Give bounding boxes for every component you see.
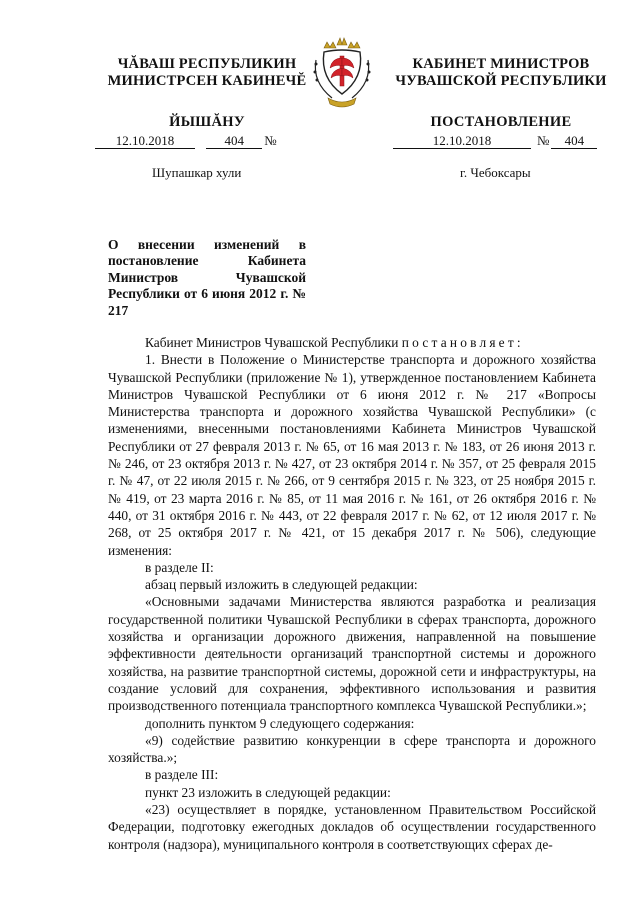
body-paragraph: «Основными задачами Министерства являются разработка и реализация государственной политики Чувашской Республики в сферах транспорта, дорожного хозяйства и организации дорожного движения, направленной на повышение эффективности деятельности организаций транспортной системы и дорожного хозяйства, на развитие транспортной системы, дорожной сети и инфраструктуры, на создание условий для сохранения, эффективного использования и развития производственного потенциала транспортного комплекса Чувашской Республики.»; — [108, 594, 596, 714]
body-paragraph: в разделе II: — [145, 559, 214, 575]
doc-number-right — [393, 133, 615, 149]
body-paragraph: абзац первый изложить в следующей редакции: — [145, 577, 418, 593]
place-russian: г. Чебоксары — [460, 165, 531, 180]
body-paragraph: 1. Внести в Положение о Министерстве транспорта и дорожного хозяйства Чувашской Республики (приложение № 1), утвержденное постановлением Кабинета Министров Чувашской Республики от 6 июня 2012 г. № 217 «Вопросы Министерства транспорта и дорожного хозяйства Чувашской Республики» (с изменениями, внесенными постановлениями Кабинета Министров Чувашской Республики от 27 февраля 2013 г. № 65, от 16 мая 2013 г. № 183, от 26 июня 2013 г. № 246, от 23 октября 2013 г. № 427, от 23 октября 2014 г. № 357, от 25 февраля 2015 г. № 47, от 22 июля 2015 г. № 266, от 9 сентября 2015 г. № 323, от 25 ноября 2015 г. № 419, от 23 марта 2016 г. № 85, от 11 мая 2016 г. № 161, от 26 октября 2016 г. № 440, от 31 октября 2016 г. № 443, от 22 февраля 2017 г. № 62, от 12 июля 2017 г. № 268, от 25 октября 2017 г. № 421, от 15 декабря 2017 г. № 506), следующие изменения: — [108, 352, 596, 558]
doc-date-right: 12.10.2018 — [393, 134, 531, 149]
body-paragraph: «9) содействие развитию конкуренции в сфере транспорта и дорожного хозяйства.»; — [108, 732, 596, 766]
org-name-chuvash-line2: МИНИСТРСЕН КАБИНЕЧĔ — [107, 73, 307, 89]
doc-number-value-right: 404 — [551, 134, 597, 149]
document-title: О внесении изменений в постановление Кабинета Министров Чувашской Республики от 6 июня 2012 г. № 217 — [108, 237, 306, 318]
doc-number-left — [95, 133, 335, 149]
intro-paragraph — [108, 334, 596, 351]
document-body — [108, 334, 596, 853]
org-name-russian-line2: ЧУВАШСКОЙ РЕСПУБЛИКИ — [395, 73, 607, 89]
body-paragraph: пункт 23 изложить в следующей редакции: — [145, 784, 391, 800]
doc-type-chuvash: ЙЫШĂНУ — [169, 114, 245, 130]
chuvash-coat-of-arms-icon — [302, 34, 382, 114]
header-left — [92, 56, 322, 131]
intro-text: Кабинет Министров Чувашской Республики — [145, 335, 399, 350]
doc-date-left: 12.10.2018 — [95, 134, 195, 149]
intro-verb: постановляет: — [401, 335, 524, 350]
doc-type-russian: ПОСТАНОВЛЕНИЕ — [430, 114, 572, 130]
body-paragraph: «23) осуществляет в порядке, установленном Правительством Российской Федерации, подготовку ежегодных докладов об осуществлении государственного контроля (надзора), муниципального контроля в соответствующих сферах де- — [108, 802, 596, 852]
number-sign-right: № — [537, 133, 550, 148]
body-paragraph: дополнить пунктом 9 следующего содержания: — [145, 715, 415, 731]
org-name-russian-line1: КАБИНЕТ МИНИСТРОВ — [412, 56, 590, 72]
number-sign-left: № — [264, 133, 277, 148]
doc-number-value-left: 404 — [206, 134, 262, 149]
org-name-chuvash-line1: ЧĂВАШ РЕСПУБЛИКИН — [117, 56, 297, 72]
body-paragraph: в разделе III: — [145, 767, 219, 783]
place-chuvash: Шупашкар хули — [152, 165, 242, 180]
header-right — [388, 56, 614, 131]
